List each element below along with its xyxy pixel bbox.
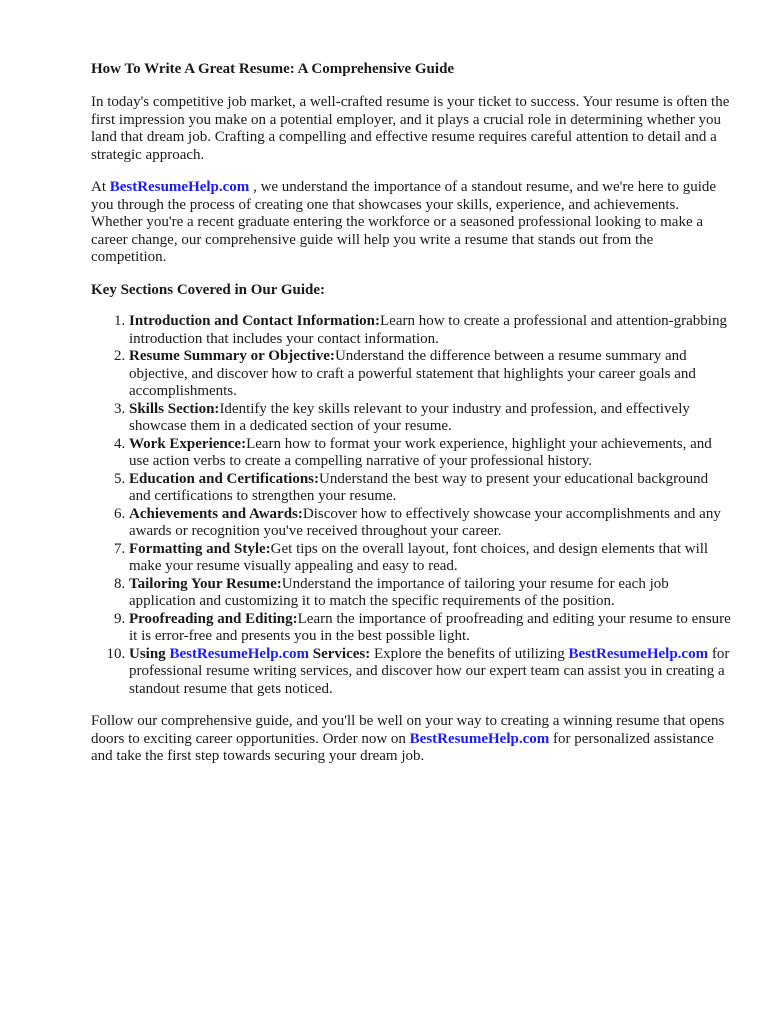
intro-paragraph: In today's competitive job market, a well-crafted resume is your ticket to success. Your resume is often the first impression you make on a potential employer, and it plays a crucial role in determining whether you land that dream job. Crafting a compelling and effective resume requires careful attention to detail and a strategic approach.	[91, 94, 730, 163]
closing-text-after: for personalized assistance and take the first step towards securing your dream job.	[91, 730, 714, 764]
list-item	[129, 541, 731, 576]
bestresumehelp-link[interactable]: BestResumeHelp.com	[568, 645, 709, 662]
list-item-title: Tailoring Your Resume:	[129, 575, 282, 592]
item10-title-after: Services:	[309, 645, 371, 662]
list-item-title	[129, 646, 370, 662]
list-item	[129, 576, 731, 611]
about-text-before: At	[91, 179, 110, 195]
list-item-text: Understand the difference between a resume summary and objective, and discover how to craft a powerful statement that highlights your career goals and accomplishments.	[129, 348, 696, 399]
list-item	[129, 348, 731, 401]
list-item-text: Identify the key skills relevant to your industry and profession, and effectively showcase them in a dedicated section of your resume.	[129, 400, 690, 434]
closing-text-before: Follow our comprehensive guide, and you'll be well on your way to creating a winning resume that opens doors to exciting career opportunities. Order now on	[91, 713, 725, 747]
bestresumehelp-link[interactable]: BestResumeHelp.com	[109, 179, 250, 195]
document-title: How To Write A Great Resume: A Comprehensive Guide	[91, 61, 455, 77]
list-item-text: Learn how to create a professional and attention-grabbing introduction that includes your contact information.	[129, 313, 727, 347]
list-item	[129, 436, 731, 471]
list-item-title: Education and Certifications:	[129, 470, 320, 487]
document-page	[91, 60, 731, 781]
list-item	[129, 471, 731, 506]
bestresumehelp-link[interactable]: BestResumeHelp.com	[409, 730, 550, 747]
list-item-text: Learn how to format your work experience, highlight your achievements, and use action verbs to create a compelling narrative of your professional history.	[129, 435, 712, 469]
list-item-title: Introduction and Contact Information:	[129, 313, 380, 329]
list-item-title: Resume Summary or Objective:	[129, 348, 335, 364]
list-item-text: Discover how to effectively showcase your accomplishments and any awards or recognition you've received throughout your career.	[129, 505, 721, 539]
list-item-text: Understand the importance of tailoring your resume for each job application and customizing it to match the specific requirements of the position.	[129, 575, 669, 609]
list-item	[129, 401, 731, 436]
list-item-text: Get tips on the overall layout, font choices, and design elements that will make your resume visually appealing and easy to read.	[129, 540, 709, 574]
list-item	[129, 611, 731, 646]
list-item-services	[129, 646, 731, 699]
list-item-text: Understand the best way to present your educational background and certifications to strengthen your resume.	[129, 470, 709, 504]
about-paragraph	[91, 179, 731, 267]
item10-title-before: Using	[129, 645, 170, 662]
list-item-title: Proofreading and Editing:	[129, 610, 298, 627]
bestresumehelp-link[interactable]: BestResumeHelp.com	[169, 645, 309, 662]
list-item-title: Formatting and Style:	[129, 540, 271, 557]
list-item	[129, 313, 731, 348]
list-item-title: Achievements and Awards:	[129, 505, 303, 522]
about-text-after: , we understand the importance of a standout resume, and we're here to guide you through the process of creating one that showcases your skills, experience, and achievements. Whether you're a recent graduate entering the workforce or a seasoned professional looking to make a career change, our comprehensive guide will help you write a resume that stands out from the competition.	[91, 179, 717, 265]
item10-text-before: Explore the benefits of utilizing	[373, 645, 569, 662]
list-item-title: Skills Section:	[129, 400, 220, 417]
list-item-text: Learn the importance of proofreading and editing your resume to ensure it is error-free and presents you in the best possible light.	[129, 610, 731, 644]
closing-paragraph	[91, 713, 731, 766]
list-item	[129, 506, 731, 541]
guide-sections-list	[91, 313, 731, 698]
sections-heading: Key Sections Covered in Our Guide:	[91, 281, 326, 298]
item10-text-after: for professional resume writing services, and discover how our expert team can assist you in creating a standout resume that gets noticed.	[129, 645, 730, 697]
list-item-title: Work Experience:	[129, 435, 247, 452]
